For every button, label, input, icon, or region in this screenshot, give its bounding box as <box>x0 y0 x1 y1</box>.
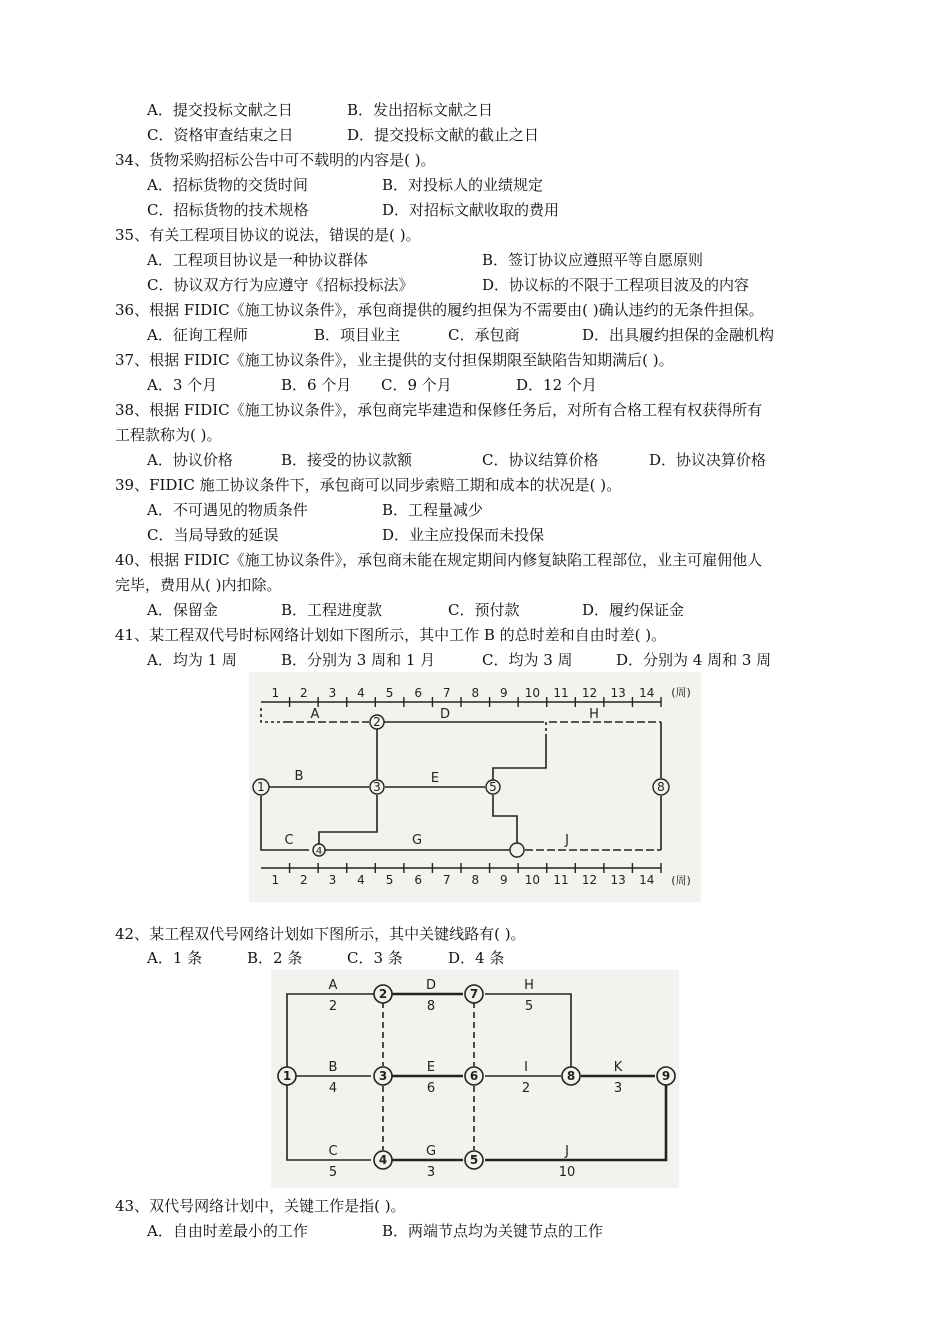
week-tick-label: 12 <box>581 686 598 700</box>
option-d: D．协议标的不限于工程项目波及的内容 <box>482 276 750 294</box>
question-36: 36、根据 FIDIC《施工协议条件》，承包商提供的履约担保为不需要由( )确认违约的无条件担保。 <box>115 301 764 319</box>
week-tick-label: 2 <box>300 873 308 887</box>
options-line <box>115 123 850 147</box>
options-line <box>115 373 850 397</box>
option-b: B．发出招标文献之日 <box>347 101 494 119</box>
activity-a-name: A <box>328 978 338 993</box>
node-4-label: 4 <box>315 846 323 857</box>
week-tick-label: 9 <box>500 873 508 887</box>
activity-b-label: B <box>294 769 304 784</box>
question-43: 43、双代号网络计划中，关键工作是指( )。 <box>115 1197 406 1215</box>
activity-k-duration: 3 <box>613 1081 623 1096</box>
option-b: B．对投标人的业绩规定 <box>382 176 544 194</box>
option-a: A．保留金 <box>147 601 218 619</box>
week-tick-label: 5 <box>385 873 394 887</box>
activity-e-name: E <box>426 1060 436 1075</box>
option-c: C．协议结算价格 <box>482 451 599 469</box>
week-tick-label: 11 <box>553 873 569 887</box>
option-c: C．9 个月 <box>381 376 452 394</box>
option-d: D．业主应投保而未投保 <box>382 526 545 544</box>
options-line <box>115 273 850 297</box>
activity-j-label: J <box>565 833 569 848</box>
option-b: B．接受的协议款额 <box>281 451 413 469</box>
node-8-label: 8 <box>657 780 665 794</box>
option-c: C．3 条 <box>347 949 403 967</box>
activity-k-name: K <box>613 1060 623 1075</box>
network-diagram <box>271 970 679 1188</box>
question-39: 39、FIDIC 施工协议条件下，承包商可以同步索赔工期和成本的状况是( )。 <box>115 476 622 494</box>
activity-a-label: A <box>310 707 320 722</box>
question-34: 34、货物采购招标公告中可不载明的内容是( )。 <box>115 151 436 169</box>
option-c: C．当局导致的延误 <box>147 526 279 544</box>
activity-h-name: H <box>524 978 534 993</box>
node-2-label: 2 <box>373 715 381 729</box>
option-a: A．自由时差最小的工作 <box>147 1222 308 1240</box>
option-a: A．工程项目协议是一种协议群体 <box>147 251 368 269</box>
question-40: 40、根据 FIDIC《施工协议条件》，承包商未能在规定期间内修复缺陷工程部位，业主可雇佣他人 <box>115 551 763 569</box>
option-a: A．均为 1 周 <box>147 651 237 669</box>
node-1-label: 1 <box>282 1069 292 1083</box>
activity-c-label: C <box>284 833 294 848</box>
node-5-label: 5 <box>469 1153 479 1167</box>
week-tick-label: 6 <box>414 873 422 887</box>
activity-g-duration: 3 <box>426 1165 436 1180</box>
activity-h-duration: 5 <box>524 999 534 1014</box>
week-tick-label: 12 <box>581 873 598 887</box>
figure-time-scaled-network <box>249 672 701 902</box>
week-tick-label: 8 <box>471 686 480 700</box>
activity-g-name: G <box>425 1144 437 1159</box>
question-40-cont: 完毕，费用从( )内扣除。 <box>115 576 282 594</box>
week-tick-label: 4 <box>357 686 365 700</box>
week-tick-label: 3 <box>328 686 337 700</box>
node-1-label: 1 <box>257 780 265 794</box>
week-tick-label: 10 <box>524 686 541 700</box>
week-tick-label: 11 <box>553 686 569 700</box>
option-d: D．履约保证金 <box>582 601 685 619</box>
activity-d-name: D <box>425 978 437 993</box>
options-line <box>115 946 850 970</box>
option-a: A．不可遇见的物质条件 <box>147 501 308 519</box>
option-b: B．分别为 3 周和 1 月 <box>281 651 436 669</box>
option-a: A．3 个月 <box>147 376 218 394</box>
activity-j-name: J <box>565 1144 569 1159</box>
node-6 <box>510 843 524 857</box>
option-a: A．征询工程师 <box>147 326 248 344</box>
week-tick-label: 7 <box>442 686 451 700</box>
node-5-label: 5 <box>489 780 497 794</box>
option-b: B．两端节点均为关键节点的工作 <box>382 1222 604 1240</box>
activity-i-name: I <box>524 1060 528 1075</box>
node-3-label: 3 <box>373 780 381 794</box>
activity-i-duration: 2 <box>521 1081 531 1096</box>
option-c: C．资格审查结束之日 <box>147 126 294 144</box>
activity-h-label: H <box>589 707 599 722</box>
node-8-label: 8 <box>566 1069 576 1083</box>
activity-b-duration: 4 <box>328 1081 338 1096</box>
options-line <box>115 448 850 472</box>
option-d: D．分别为 4 周和 3 周 <box>616 651 772 669</box>
options-line <box>115 523 850 547</box>
question-42: 42、某工程双代号网络计划如下图所示，其中关键线路有( )。 <box>115 925 526 943</box>
week-tick-label: 14 <box>639 686 655 700</box>
week-tick-label: 3 <box>328 873 337 887</box>
week-tick-label: 5 <box>385 686 394 700</box>
option-c: C．协议双方行为应遵守《招标投标法》 <box>147 276 414 294</box>
week-tick-label: 4 <box>357 873 365 887</box>
week-tick-label: 1 <box>271 686 280 700</box>
node-2-label: 2 <box>378 987 388 1001</box>
activity-e-label: E <box>430 771 440 786</box>
option-b: B．工程进度款 <box>281 601 383 619</box>
option-a: A．提交投标文献之日 <box>147 101 293 119</box>
activity-c-name: C <box>328 1144 338 1159</box>
week-tick-label: 10 <box>524 873 541 887</box>
options-line <box>115 1219 850 1243</box>
options-line <box>115 598 850 622</box>
option-d: D．对招标文献收取的费用 <box>382 201 560 219</box>
top-unit-label: (周) <box>671 686 691 699</box>
top-week-scale <box>271 686 661 707</box>
week-tick-label: 6 <box>414 686 422 700</box>
question-37: 37、根据 FIDIC《施工协议条件》，业主提供的支付担保期限至缺陷告知期满后( )。 <box>115 351 674 369</box>
week-tick-label: 7 <box>442 873 451 887</box>
activity-a-duration: 2 <box>328 999 338 1014</box>
node-6-label: 6 <box>469 1069 479 1083</box>
options-line <box>115 498 850 522</box>
week-tick-label: 9 <box>500 686 508 700</box>
week-tick-label: 1 <box>271 873 280 887</box>
node-9-label: 9 <box>661 1069 671 1083</box>
option-d: D．12 个月 <box>516 376 597 394</box>
question-38-cont: 工程款称为( )。 <box>115 426 222 444</box>
bottom-unit-label: (周) <box>671 874 691 887</box>
time-scaled-network-diagram <box>249 672 701 902</box>
option-b: B．签订协议应遵照平等自愿原则 <box>482 251 704 269</box>
activity-b-name: B <box>328 1060 338 1075</box>
option-c: C．招标货物的技术规格 <box>147 201 309 219</box>
option-a: A．招标货物的交货时间 <box>147 176 308 194</box>
options-line <box>115 198 850 222</box>
option-b: B．项目业主 <box>314 326 401 344</box>
options-line <box>115 173 850 197</box>
options-line <box>115 648 850 672</box>
option-c: C．预付款 <box>448 601 520 619</box>
option-b: B．2 条 <box>247 949 303 967</box>
option-b: B．工程量减少 <box>382 501 484 519</box>
week-tick-label: 8 <box>471 873 480 887</box>
option-a: A．1 条 <box>147 949 203 967</box>
options-line <box>115 323 850 347</box>
figure-network-diagram <box>271 970 679 1188</box>
week-tick-label: 13 <box>610 686 626 700</box>
activity-e-duration: 6 <box>426 1081 436 1096</box>
node-7-label: 7 <box>469 987 479 1001</box>
option-d: D．出具履约担保的金融机构 <box>582 326 775 344</box>
activity-d-label: D <box>439 707 451 722</box>
option-c: C．均为 3 周 <box>482 651 573 669</box>
node-3-label: 3 <box>378 1069 388 1083</box>
option-a: A．协议价格 <box>147 451 233 469</box>
activity-d-duration: 8 <box>426 999 436 1014</box>
option-b: B．6 个月 <box>281 376 352 394</box>
week-tick-label: 14 <box>639 873 655 887</box>
options-line <box>115 248 850 272</box>
activity-c-duration: 5 <box>328 1165 338 1180</box>
week-tick-label: 13 <box>610 873 626 887</box>
option-d: D．4 条 <box>448 949 505 967</box>
question-41: 41、某工程双代号时标网络计划如下图所示，其中工作 B 的总时差和自由时差( )。 <box>115 626 667 644</box>
activity-j-duration: 10 <box>558 1165 576 1180</box>
option-d: D．协议决算价格 <box>649 451 767 469</box>
question-38: 38、根据 FIDIC《施工协议条件》，承包商完毕建造和保修任务后，对所有合格工程有权获得所有 <box>115 401 763 419</box>
node-4-label: 4 <box>378 1153 388 1167</box>
activity-g-label: G <box>411 833 423 848</box>
bottom-week-scale <box>271 863 661 887</box>
option-c: C．承包商 <box>448 326 520 344</box>
options-line <box>115 98 850 122</box>
week-tick-label: 2 <box>300 686 308 700</box>
option-d: D．提交投标文献的截止之日 <box>347 126 540 144</box>
question-35: 35、有关工程项目协议的说法，错误的是( )。 <box>115 226 421 244</box>
